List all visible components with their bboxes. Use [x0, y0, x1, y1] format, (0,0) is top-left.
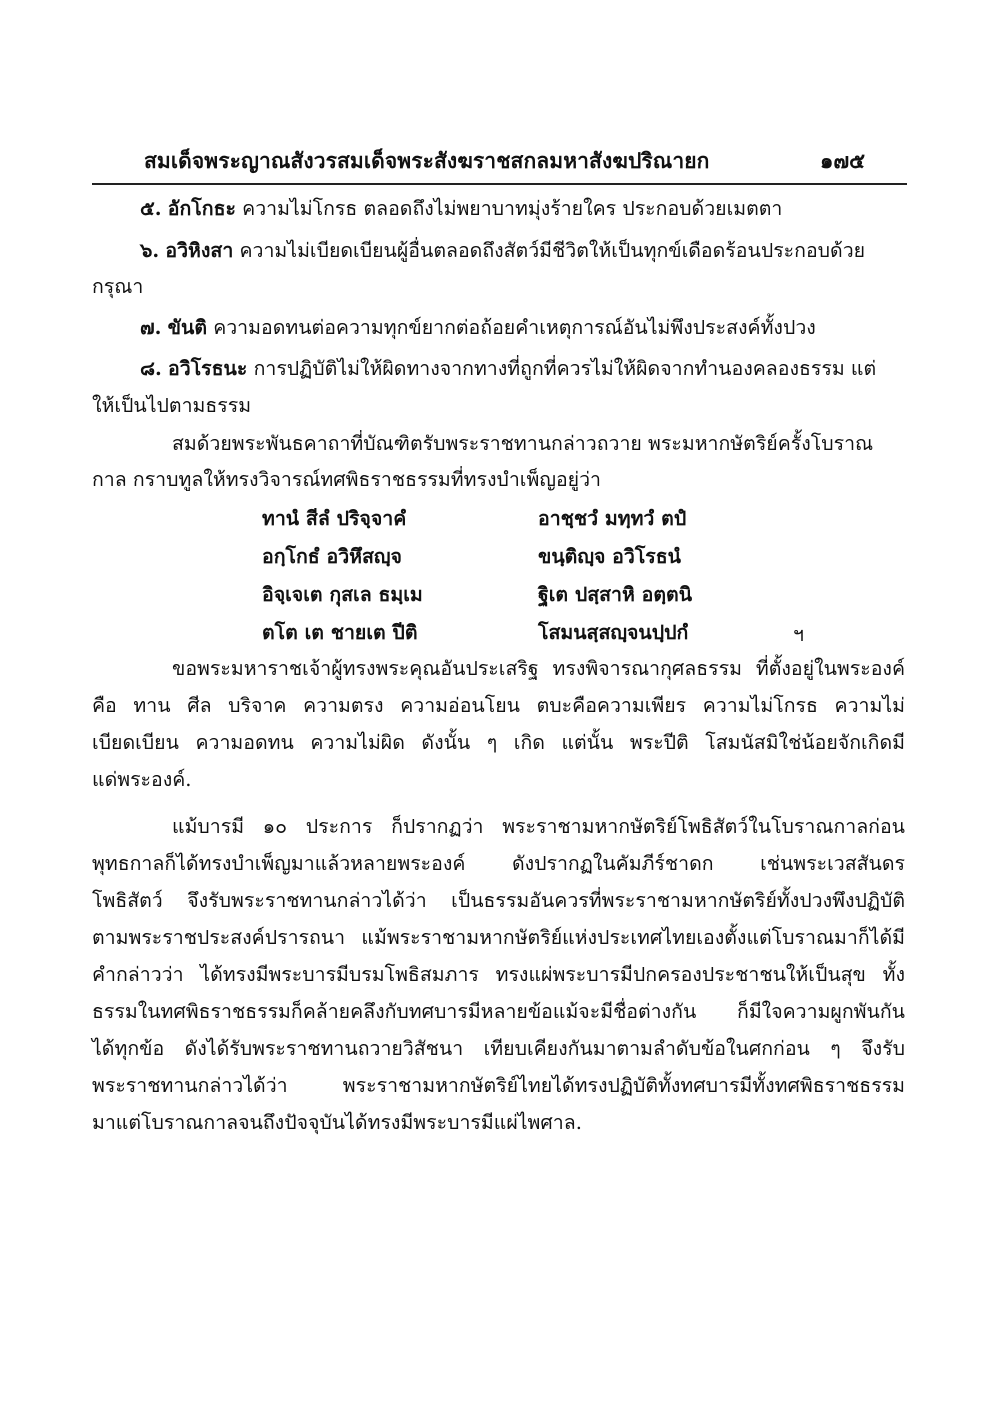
verse-left: อิจฺเจเต กุสเล ธมฺเม — [262, 583, 423, 606]
virtue-item-8 — [140, 354, 876, 384]
virtue-text: ความอดทนต่อความทุกข์ยากต่อถ้อยคำเหตุการณ์อันไม่พึงประสงค์ทั้งปวง — [213, 316, 816, 339]
virtue-number: ๗. — [140, 316, 162, 339]
paragraph-line: ได้ทุกข้อ ดังได้รับพระราชทานถวายวิสัชนา เทียบเคียงกันมาตามลำดับข้อในศกก่อน ๆ จึงรับ — [92, 1037, 905, 1060]
virtue-continuation: ให้เป็นไปตามธรรม — [92, 394, 252, 417]
paragraph-line: ธรรมในทศพิธราชธรรมก็คล้ายคลึงกับทศบารมีหลายข้อแม้จะมีชื่อต่างกัน ก็มีใจความผูกพันกัน — [92, 1000, 905, 1023]
virtue-text: ความไม่โกรธ ตลอดถึงไม่พยาบาทมุ่งร้ายใคร ประกอบด้วยเมตตา — [242, 197, 783, 220]
paragraph-line: พระราชทานกล่าวได้ว่า พระราชามหากษัตริย์ไทยได้ทรงปฏิบัติทั้งทศบารมีทั้งทศพิธราชธรรม — [92, 1074, 905, 1097]
virtue-term: อวิโรธนะ — [168, 357, 248, 380]
virtue-text: ความไม่เบียดเบียนผู้อื่นตลอดถึงสัตว์มีชีวิตให้เป็นทุกข์เดือดร้อนประกอบด้วย — [239, 239, 866, 262]
verse-right: โสมนสฺสญฺจนปฺปกํ — [538, 621, 689, 644]
verse-right: อาชฺชวํ มทฺทวํ ตปํ — [538, 507, 687, 530]
paragraph-line: ขอพระมหาราชเจ้าผู้ทรงพระคุณอันประเสริฐ ทรงพิจารณากุศลธรรม ที่ตั้งอยู่ในพระองค์ — [172, 657, 905, 680]
paragraph-line: มาแต่โบราณกาลจนถึงปัจจุบันได้ทรงมีพระบารมีแผ่ไพศาล. — [92, 1111, 582, 1134]
virtue-number: ๖. — [140, 239, 160, 262]
verse-left: ทานํ สีลํ ปริจฺจาคํ — [262, 507, 407, 530]
virtue-term: อวิหิงสา — [165, 239, 234, 262]
paragraph-line: โพธิสัตว์ จึงรับพระราชทานกล่าวได้ว่า เป็นธรรมอันควรที่พระราชามหากษัตริย์ทั้งปวงพึงปฏิบัติ — [92, 889, 905, 912]
verse-right: ฐิเต ปสฺสาหิ อตฺตนิ — [538, 583, 693, 606]
paragraph-line: ตามพระราชประสงค์ปรารถนา แม้พระราชามหากษัตริย์แห่งประเทศไทยเองตั้งแต่โบราณมาก็ได้มี — [92, 926, 905, 949]
paragraph-line: คำกล่าวว่า ได้ทรงมีพระบารมีบรมโพธิสมภาร ทรงแผ่พระบารมีปกครองประชาชนให้เป็นสุข ทั้ง — [92, 963, 905, 986]
verse-left: ตโต เต ชายเต ปีติ — [262, 621, 418, 644]
paragraph-line: แม้บารมี ๑๐ ประการ ก็ปรากฏว่า พระราชามหากษัตริย์โพธิสัตว์ในโบราณกาลก่อน — [172, 815, 905, 838]
page-header — [92, 143, 907, 185]
virtue-term: ขันติ — [167, 316, 207, 339]
virtue-continuation: กรุณา — [92, 275, 144, 298]
intro-line: สมด้วยพระพันธคาถาที่บัณฑิตรับพระราชทานกล่าวถวาย พระมหากษัตริย์ครั้งโบราณ — [172, 432, 874, 455]
intro-line: กาล กราบทูลให้ทรงวิจารณ์ทศพิธราชธรรมที่ทรงบำเพ็ญอยู่ว่า — [92, 468, 601, 491]
virtue-item-7 — [140, 313, 816, 343]
verse-end-mark: ฯ — [793, 623, 804, 646]
header-title: สมเด็จพระญาณสังวรสมเด็จพระสังฆราชสกลมหาสังฆปริณายก — [144, 148, 710, 173]
paragraph-line: แด่พระองค์. — [92, 768, 192, 791]
virtue-text: การปฏิบัติไม่ให้ผิดทางจากทางที่ถูกที่ควรไม่ให้ผิดจากทำนองคลองธรรม แต่ — [253, 357, 877, 380]
paragraph-line: พุทธกาลก็ได้ทรงบำเพ็ญมาแล้วหลายพระองค์ ดังปรากฏในคัมภีร์ชาดก เช่นพระเวสสันดร — [92, 852, 905, 875]
virtue-number: ๕. — [140, 197, 162, 220]
virtue-number: ๘. — [140, 357, 162, 380]
verse-left: อกฺโกธํ อวิหึสญฺจ — [262, 545, 402, 568]
paragraph-line: คือ ทาน ศีล บริจาค ความตรง ความอ่อนโยน ตบะคือความเพียร ความไม่โกรธ ความไม่ — [92, 694, 905, 717]
virtue-item-6 — [140, 236, 865, 266]
virtue-term: อักโกธะ — [167, 197, 236, 220]
verse-right: ขนฺติญฺจ อวิโรธนํ — [538, 545, 681, 568]
paragraph-line: เบียดเบียน ความอดทน ความไม่ผิด ดังนั้น ๆ เกิด แต่นั้น พระปีติ โสมนัสมิใช่น้อยจักเกิดมี — [92, 731, 905, 754]
page-number: ๑๗๕ — [819, 148, 865, 173]
virtue-item-5 — [140, 194, 782, 224]
